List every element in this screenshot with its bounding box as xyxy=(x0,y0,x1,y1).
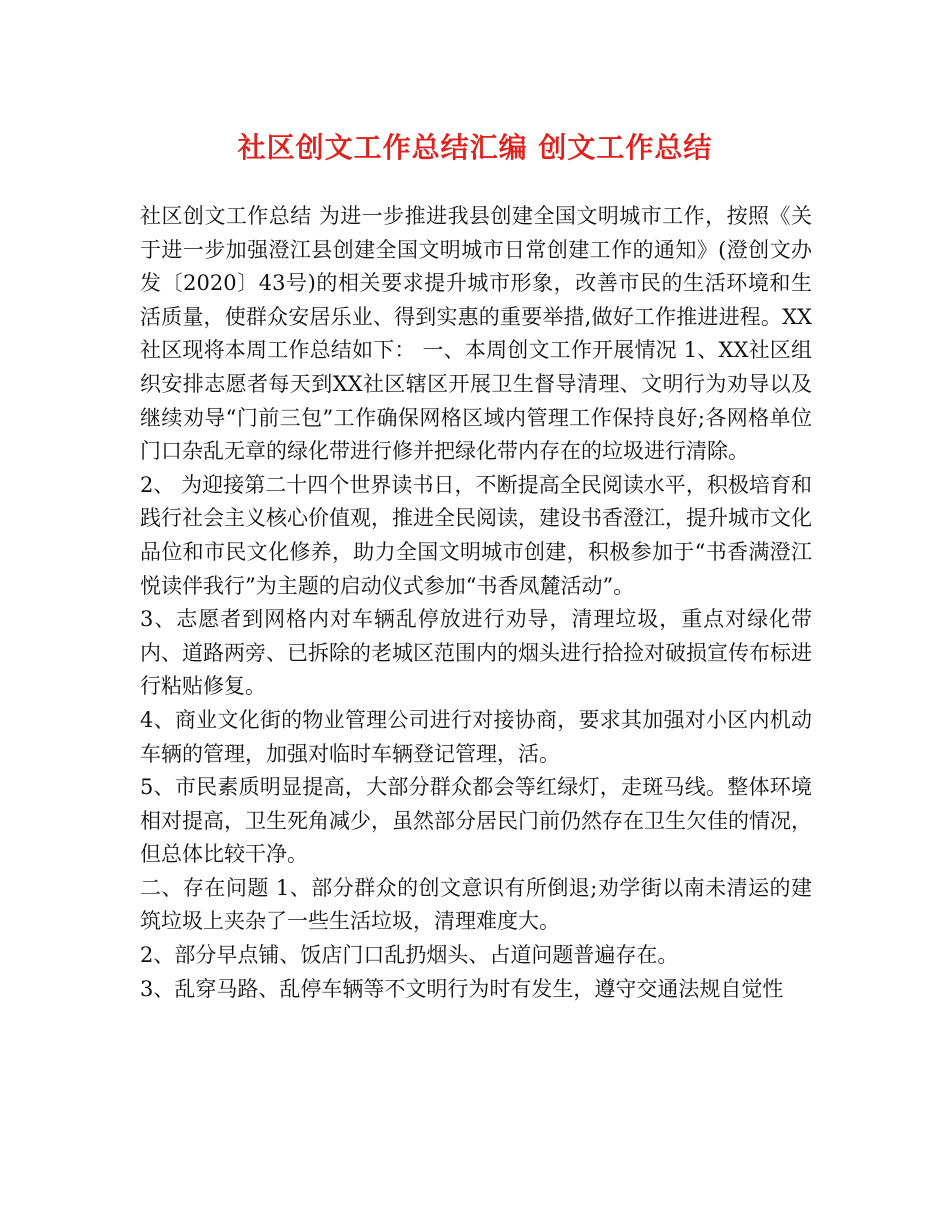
paragraph-problems-2: 2、部分早点铺、饭店门口乱扔烟头、占道问题普遍存在。 xyxy=(140,943,679,968)
paragraph-intro: 社区创文工作总结 为进一步推进我县创建全国文明城市工作，按照《关于进一步加强澄江县创建全国文明城市日常创建工作的通知》(澄创文办发〔2020〕43号)的相关要求提升城市形象，改善市民的生活环境和生活质量，使群众安居乐业、得到实惠的重要举措,做好工作推进进程。XX社区现将本周工作总结如下： 一、本周创文工作开展情况 1、XX社区组织安排志愿者每天到XX社区辖区开展卫生督导清理、文明行为劝导以及继续劝导“门前三包”工作确保网格区域内管理工作保持良好;各网格单位门口杂乱无章的绿化带进行修并把绿化带内存在的垃圾进行清除。 xyxy=(140,204,812,464)
document-title: 社区创文工作总结汇编 创文工作总结 xyxy=(237,131,713,164)
paragraph-item-2: 2、 为迎接第二十四个世界读书日，不断提高全民阅读水平，积极培育和践行社会主义核心价值观，推进全民阅读，建设书香澄江，提升城市文化品位和市民文化修养，助力全国文明城市创建，积极参加于“书香满澄江悦读伴我行”为主题的启动仪式参加“书香凤麓活动”。 xyxy=(140,472,812,598)
document-body xyxy=(140,200,812,1006)
paragraph-item-4: 4、商业文化街的物业管理公司进行对接协商，要求其加强对小区内机动车辆的管理，加强对临时车辆登记管理，活。 xyxy=(140,707,812,766)
paragraph-problems-3: 3、乱穿马路、乱停车辆等不文明行为时有发生，遵守交通法规自觉性 xyxy=(140,976,784,1001)
paragraph-item-3: 3、志愿者到网格内对车辆乱停放进行劝导，清理垃圾，重点对绿化带内、道路两旁、已拆除的老城区范围内的烟头进行拾捡对破损宣传布标进行粘贴修复。 xyxy=(140,607,812,699)
paragraph-item-5: 5、市民素质明显提高，大部分群众都会等红绿灯，走斑马线。整体环境相对提高，卫生死角减少，虽然部分居民门前仍然存在卫生欠佳的情况，但总体比较干净。 xyxy=(140,775,812,867)
paragraph-problems-1: 二、存在问题 1、部分群众的创文意识有所倒退;劝学街以南未清运的建筑垃圾上夹杂了一些生活垃圾，清理难度大。 xyxy=(140,875,812,934)
